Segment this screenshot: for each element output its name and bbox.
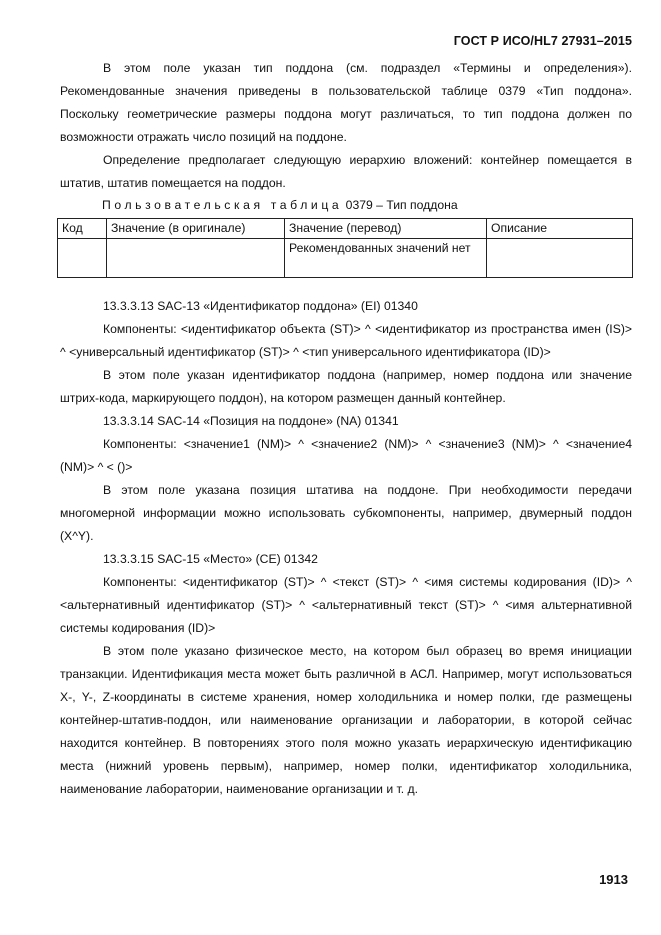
table-header-row <box>58 219 633 239</box>
section-heading-sac14: 13.3.3.14 SAC-14 «Позиция на поддоне» (NA) 01341 <box>103 414 399 428</box>
paragraph-sac13-components: Компоненты: <идентификатор объекта (ST)> ^ <идентификатор из пространства имен (IS)> ^ <универсальный идентификатор (ST)> ^ <тип универсального идентификатора (ID)> <box>60 322 632 359</box>
table-caption <box>102 196 632 214</box>
section-heading-sac13: 13.3.3.13 SAC-13 «Идентификатор поддона» (EI) 01340 <box>103 299 418 313</box>
document-header: ГОСТ Р ИСО/HL7 27931–2015 <box>453 34 632 48</box>
table-row <box>58 239 633 278</box>
paragraph-sac14-components: Компоненты: <значение1 (NM)> ^ <значение2 (NM)> ^ <значение3 (NM)> ^ <значение4 (NM)> ^ < ()> <box>60 437 632 474</box>
table-cell <box>107 239 285 278</box>
table-header-cell: Код <box>58 219 107 239</box>
paragraph-sac15-description: В этом поле указано физическое место, на котором был образец во время инициации транзакции. Идентификация места может быть различной в АСЛ. Например, могут использоваться X-, Y-, Z-координаты в системе хранения, номер холодильника и номер полки, где размещены контейнер-штатив-поддон, или наименование организации и лаборатории, в которой сейчас находится контейнер. В повторениях этого поля можно указать иерархическую идентификацию места (нижний уровень первым), например, номер полки, идентификатор холодильника, наименование лаборатории, наименование организации и т. д. <box>60 644 632 796</box>
section-heading-sac15: 13.3.3.15 SAC-15 «Место» (CE) 01342 <box>103 552 318 566</box>
table-cell <box>487 239 633 278</box>
page-number: 1913 <box>599 872 628 887</box>
paragraph-sac15-components: Компоненты: <идентификатор (ST)> ^ <текст (ST)> ^ <имя системы кодирования (ID)> ^ <альтернативный идентификатор (ST)> ^ <альтернативный текст (ST)> ^ <имя альтернативной системы кодирования (ID)> <box>60 575 632 635</box>
paragraph-sac13-description: В этом поле указан идентификатор поддона (например, номер поддона или значение штрих-кода, маркирующего поддон), на котором размещен данный контейнер. <box>60 368 632 405</box>
table-cell <box>58 239 107 278</box>
table-caption-label: Пользовательская таблица <box>102 198 343 212</box>
table-caption-title: 0379 – Тип поддона <box>345 198 458 212</box>
table-cell: Рекомендованных значений нет <box>285 239 487 278</box>
table-header-cell: Значение (перевод) <box>285 219 487 239</box>
paragraph-hierarchy: Определение предполагает следующую иерархию вложений: контейнер помещается в штатив, штатив помещается на поддон. <box>60 153 632 190</box>
table-header-cell: Значение (в оригинале) <box>107 219 285 239</box>
paragraph-pallet-type: В этом поле указан тип поддона (см. подраздел «Термины и определения»). Рекомендованные значения приведены в пользовательской таблице 0379 «Тип поддона». Поскольку геометрические размеры поддона могут различаться, то тип поддона должен по возможности отражать число позиций на поддоне. <box>60 61 632 144</box>
page-body <box>60 57 632 801</box>
user-table-0379 <box>57 218 633 278</box>
paragraph-sac14-description: В этом поле указана позиция штатива на поддоне. При необходимости передачи многомерной информации можно использовать субкомпоненты, например, двумерный поддон (X^Y). <box>60 483 632 543</box>
table-header-cell: Описание <box>487 219 633 239</box>
